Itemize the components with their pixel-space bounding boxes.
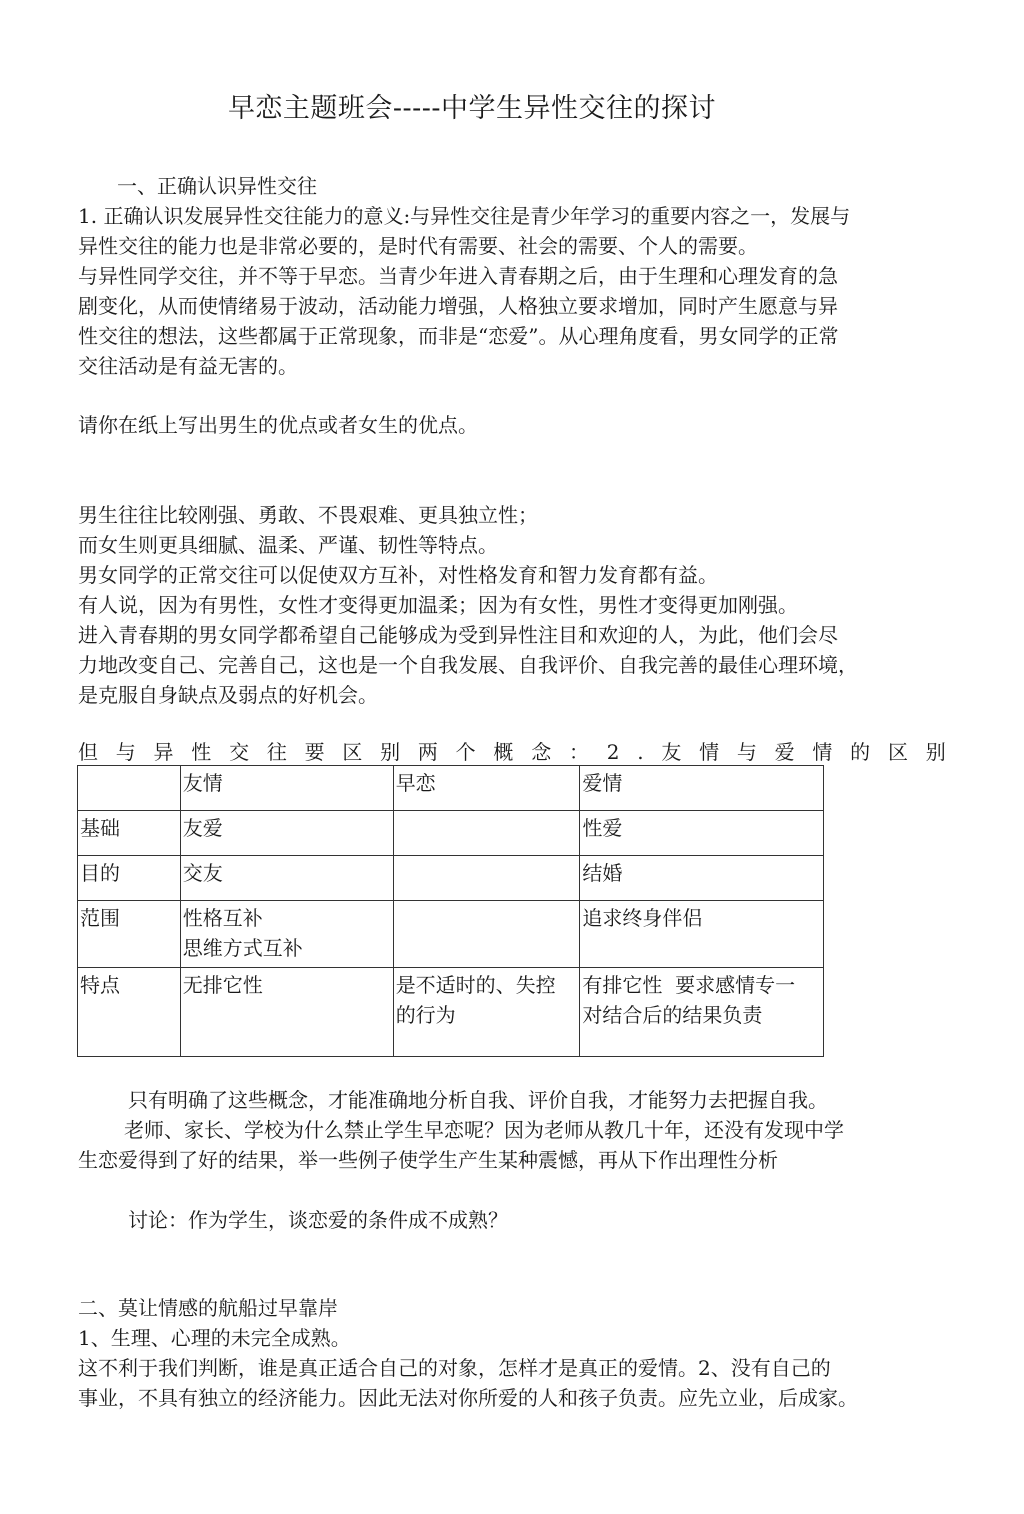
table-cell: 基础 (78, 811, 181, 856)
discussion-line: 讨论：作为学生，谈恋爱的条件成不成熟？ (128, 1208, 508, 1232)
prompt-line: 请你在纸上写出男生的优点或者女生的优点。 (78, 413, 478, 437)
table-header-cell: 早恋 (393, 766, 580, 811)
paragraph-line: 男生往往比较刚强、勇敢、不畏艰难、更具独立性； (78, 503, 538, 527)
cell-line: 思维方式互补 (182, 936, 303, 960)
paragraph-line: 剧变化，从而使情绪易于波动，活动能力增强，人格独立要求增加，同时产生愿意与异 (78, 294, 838, 318)
table-cell (393, 811, 580, 856)
table-cell: 结婚 (580, 856, 824, 901)
page-title: 早恋主题班会-----中学生异性交往的探讨 (227, 93, 717, 124)
table-cell (393, 856, 580, 901)
paragraph-line: 事业，不具有独立的经济能力。因此无法对你所爱的人和孩子负责。应先立业，后成家。 (78, 1386, 858, 1410)
paragraph-line: 1. 正确认识发展异性交往能力的意义:与异性交往是青少年学习的重要内容之一，发展与 (78, 204, 851, 228)
justified-line: 但 与 异 性 交 往 要 区 别 两 个 概 念 ： 2 . 友 情 与 爱 情 的 区 别 (78, 740, 946, 764)
table-header-cell (78, 766, 181, 811)
table-header-row (78, 766, 824, 811)
paragraph-line: 老师、家长、学校为什么禁止学生早恋呢？因为老师从教几十年，还没有发现中学 (124, 1118, 844, 1142)
paragraph-line: 力地改变自己、完善自己，这也是一个自我发展、自我评价、自我完善的最佳心理环境， (78, 653, 858, 677)
table-header-cell: 友情 (180, 766, 393, 811)
table-cell: 追求终身伴侣 (580, 901, 824, 968)
table-cell (580, 968, 824, 1057)
table-cell: 友爱 (180, 811, 393, 856)
paragraph-line: 而女生则更具细腻、温柔、严谨、韧性等特点。 (78, 533, 498, 557)
paragraph-line: 异性交往的能力也是非常必要的，是时代有需要、社会的需要、个人的需要。 (78, 234, 758, 258)
paragraph-line: 性交往的想法，这些都属于正常现象，而非是“恋爱”。从心理角度看，男女同学的正常 (78, 324, 839, 348)
cell-line: 性格互补 (182, 906, 263, 930)
paragraph-line: 这不利于我们判断，谁是真正适合自己的对象，怎样才是真正的爱情。2、没有自己的 (78, 1356, 831, 1380)
paragraph-line: 生恋爱得到了好的结果，举一些例子使学生产生某种震憾，再从下作出理性分析 (78, 1148, 778, 1172)
cell-line: 是不适时的、失控 (395, 973, 556, 997)
table-header-cell: 爱情 (580, 766, 824, 811)
paragraph-line: 是克服自身缺点及弱点的好机会。 (78, 683, 378, 707)
table-cell (180, 901, 393, 968)
paragraph-line: 只有明确了这些概念，才能准确地分析自我、评价自我，才能努力去把握自我。 (128, 1088, 828, 1112)
section1-heading: 一、正确认识异性交往 (117, 174, 317, 198)
paragraph-line: 有人说，因为有男性，女性才变得更加温柔；因为有女性，男性才变得更加刚强。 (78, 593, 798, 617)
paragraph-line: 男女同学的正常交往可以促使双方互补，对性格发育和智力发育都有益。 (78, 563, 718, 587)
paragraph-line: 交往活动是有益无害的。 (78, 354, 298, 378)
paragraph-line: 1、生理、心理的未完全成熟。 (78, 1326, 351, 1350)
paragraph-line: 进入青春期的男女同学都希望自己能够成为受到异性注目和欢迎的人，为此，他们会尽 (78, 623, 838, 647)
paragraph-line: 与异性同学交往，并不等于早恋。当青少年进入青春期之后，由于生理和心理发育的急 (78, 264, 838, 288)
table-cell (393, 968, 580, 1057)
table-row (78, 856, 824, 901)
cell-line: 有排它性 要求感情专一 (582, 973, 796, 997)
table-cell: 交友 (180, 856, 393, 901)
section2-heading: 二、莫让情感的航船过早靠岸 (78, 1296, 338, 1320)
table-row (78, 968, 824, 1057)
table-cell: 无排它性 (180, 968, 393, 1057)
comparison-table (77, 765, 824, 1057)
table-cell (393, 901, 580, 968)
table-row (78, 901, 824, 968)
table-cell: 性爱 (580, 811, 824, 856)
table-cell: 范围 (78, 901, 181, 968)
cell-line: 对结合后的结果负责 (582, 1003, 763, 1027)
table-cell: 特点 (78, 968, 181, 1057)
cell-line: 的行为 (395, 1003, 456, 1027)
table-row (78, 811, 824, 856)
table-cell: 目的 (78, 856, 181, 901)
